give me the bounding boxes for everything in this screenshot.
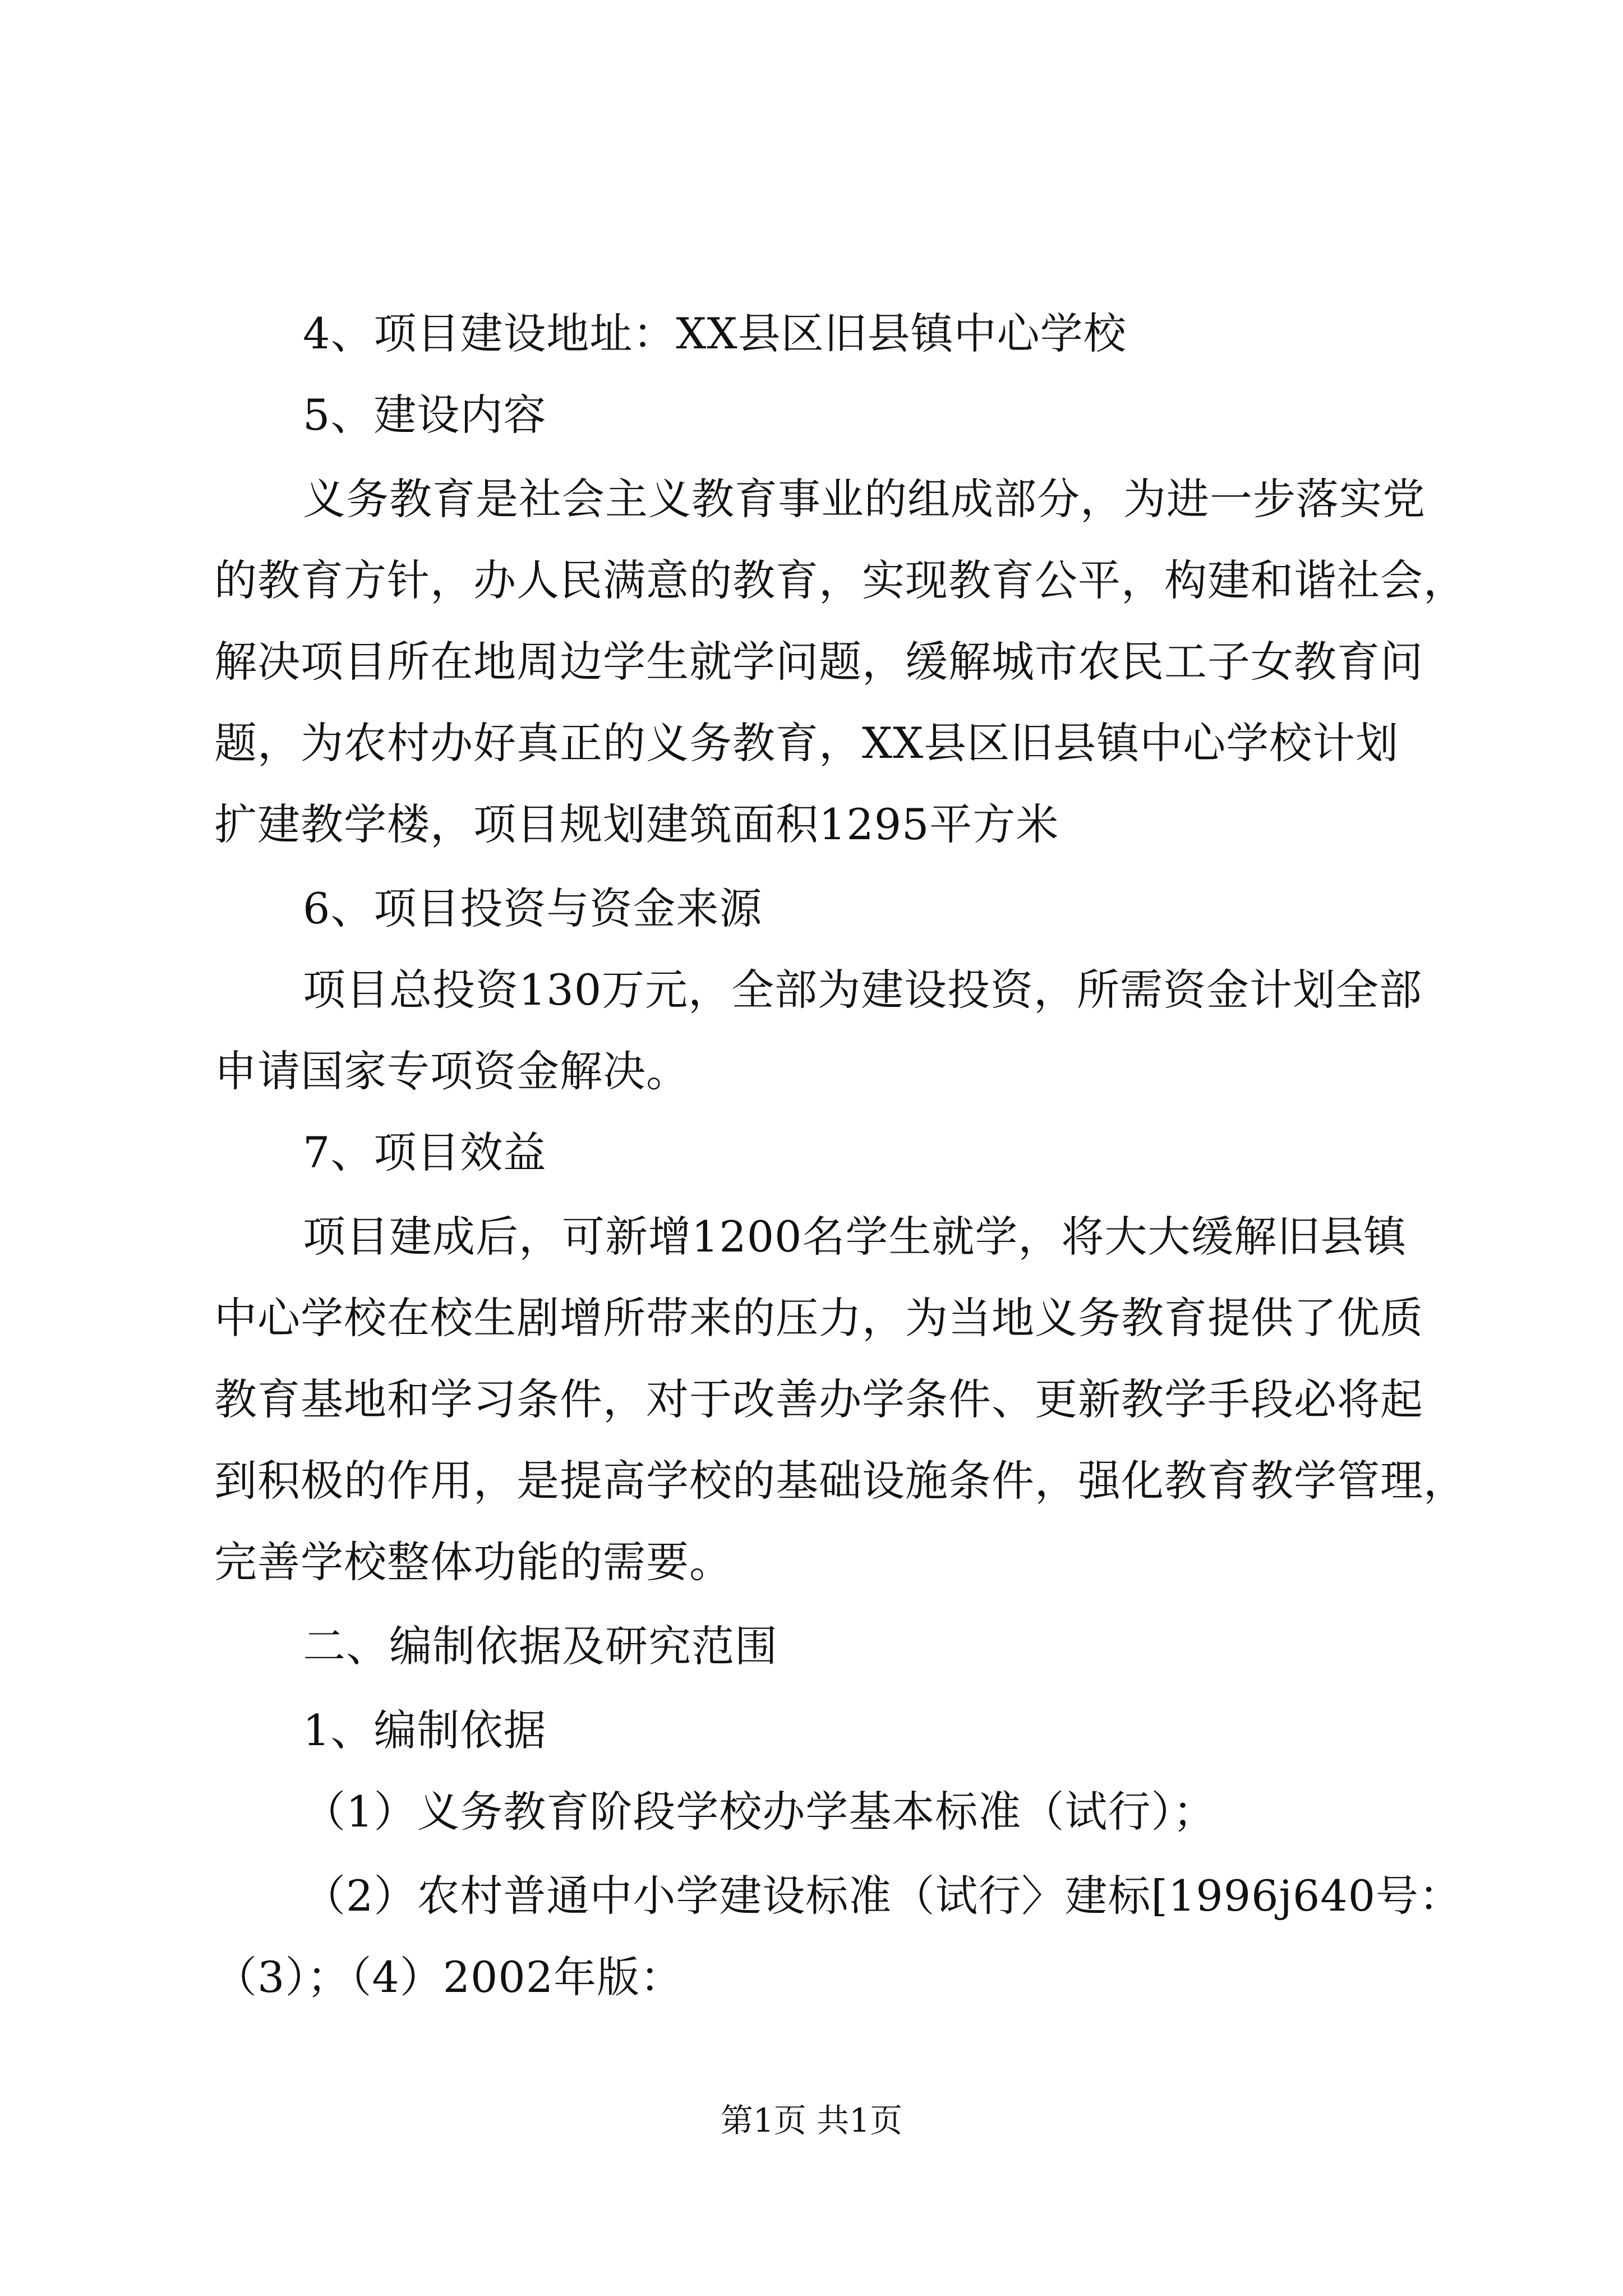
line-item-benefits-line-1: 项目建成后，可新增1200名学生就学，将大大缓解旧县镇 xyxy=(303,1212,1407,1262)
line-item-investment-line-2: 申请国家专项资金解决。 xyxy=(214,1046,689,1096)
line-item-benefits-line-4: 到积极的作用，是提高学校的基础设施条件，强化教育教学管理， xyxy=(214,1456,1467,1506)
line-item-basis-2: （2）农村普通中小学建设标准（试行〉建标[1996j640号： xyxy=(303,1871,1463,1921)
line-item-paragraph-1-line-2: 的教育方针，办人民满意的教育，实现教育公平，构建和谐社会， xyxy=(214,555,1467,605)
line-item-construction-content-heading: 5、建设内容 xyxy=(303,390,547,440)
line-item-benefits-line-3: 教育基地和学习条件，对于改善办学条件、更新教学手段必将起 xyxy=(214,1374,1423,1424)
line-item-address: 4、项目建设地址：XX县区旧县镇中心学校 xyxy=(303,309,1127,358)
page-number-footer: 第1页 共1页 xyxy=(720,2101,903,2139)
line-item-basis-3-4: （3）；（4）2002年版： xyxy=(214,1952,684,2002)
line-item-paragraph-1-line-1: 义务教育是社会主义教育事业的组成部分，为进一步落实党 xyxy=(303,474,1426,524)
line-item-paragraph-1-line-5: 扩建教学楼，项目规划建筑面积1295平方米 xyxy=(214,799,1059,849)
line-item-investment-line-1: 项目总投资130万元，全部为建设投资，所需资金计划全部 xyxy=(303,965,1423,1015)
line-item-paragraph-1-line-4: 题，为农村办好真正的义务教育，XX县区旧县镇中心学校计划 xyxy=(214,718,1399,768)
line-item-paragraph-1-line-3: 解决项目所在地周边学生就学问题，缓解城市农民工子女教育问 xyxy=(214,637,1423,687)
line-item-basis-1: （1）义务教育阶段学校办学基本标准（试行）； xyxy=(303,1787,1216,1837)
line-item-benefits-line-2: 中心学校在校生剧增所带来的压力，为当地义务教育提供了优质 xyxy=(214,1293,1423,1343)
line-item-benefits-line-5: 完善学校整体功能的需要。 xyxy=(214,1537,732,1587)
line-item-benefits-heading: 7、项目效益 xyxy=(303,1128,547,1177)
line-item-basis-heading: 二、编制依据及研究范围 xyxy=(303,1621,778,1671)
line-item-basis-subheading: 1、编制依据 xyxy=(303,1705,547,1755)
line-item-investment-heading: 6、项目投资与资金来源 xyxy=(303,884,763,933)
